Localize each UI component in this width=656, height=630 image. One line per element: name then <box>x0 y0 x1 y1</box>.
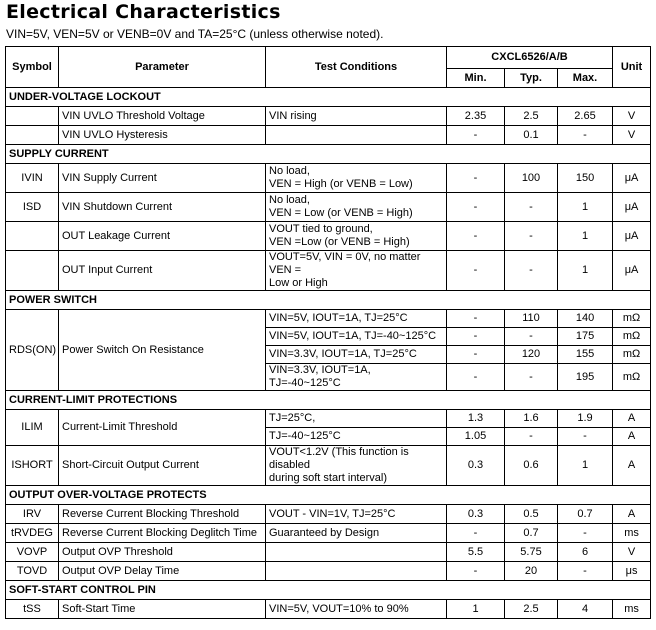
section-row: CURRENT-LIMIT PROTECTIONS <box>6 391 651 410</box>
header-parameter: Parameter <box>59 47 266 88</box>
section-row: OUTPUT OVER-VOLTAGE PROTECTS <box>6 486 651 505</box>
section-row: POWER SWITCH <box>6 291 651 310</box>
table-row: VIN UVLO Threshold Voltage VIN rising 2.35 2.5 2.65 V <box>6 107 651 126</box>
table-row: VIN=3.3V, IOUT=1A, TJ=25°C - 120 155 mΩ <box>6 346 651 364</box>
section-row: SUPPLY CURRENT <box>6 145 651 164</box>
table-row: VIN=5V, IOUT=1A, TJ=-40~125°C - - 175 mΩ <box>6 328 651 346</box>
header-max: Max. <box>558 69 613 88</box>
table-row: TJ=-40~125°C 1.05 - - A <box>6 428 651 446</box>
table-row: RDS(ON) Power Switch On Resistance VIN=5V, IOUT=1A, TJ=25°C - 110 140 mΩ <box>6 310 651 328</box>
electrical-characteristics-table <box>5 46 651 619</box>
table-row: OUT Leakage Current VOUT tied to ground, VEN =Low (or VENB = High) - - 1 μA <box>6 222 651 251</box>
conditions-note: VIN=5V, VEN=5V or VENB=0V and TA=25°C (unless otherwise noted). <box>6 27 384 41</box>
header-typ: Typ. <box>505 69 558 88</box>
table-row: VIN=3.3V, IOUT=1A, TJ=-40~125°C - - 195 mΩ <box>6 364 651 391</box>
table-row: tRVDEG Reverse Current Blocking Deglitch Time Guaranteed by Design - 0.7 - ms <box>6 524 651 543</box>
table-row: TOVD Output OVP Delay Time - 20 - μs <box>6 562 651 581</box>
header-min: Min. <box>447 69 505 88</box>
table-row: VOVP Output OVP Threshold 5.5 5.75 6 V <box>6 543 651 562</box>
table-row: OUT Input Current VOUT=5V, VIN = 0V, no matter VEN = Low or High - - 1 μA <box>6 251 651 291</box>
page-title: Electrical Characteristics <box>6 1 281 23</box>
table-row: IVIN VIN Supply Current No load, VEN = High (or VENB = Low) - 100 150 μA <box>6 164 651 193</box>
header-part: CXCL6526/A/B <box>447 47 613 69</box>
table-row: ISHORT Short-Circuit Output Current VOUT<1.2V (This function is disabled during soft start interval) 0.3 0.6 1 A <box>6 446 651 486</box>
section-row: SOFT-START CONTROL PIN <box>6 581 651 600</box>
header-conditions: Test Conditions <box>266 47 447 88</box>
table-row: tSS Soft-Start Time VIN=5V, VOUT=10% to 90% 1 2.5 4 ms <box>6 600 651 619</box>
section-row: UNDER-VOLTAGE LOCKOUT <box>6 88 651 107</box>
table-row: VIN UVLO Hysteresis - 0.1 - V <box>6 126 651 145</box>
table-row: ISD VIN Shutdown Current No load, VEN = Low (or VENB = High) - - 1 μA <box>6 193 651 222</box>
table-row: ILIM Current-Limit Threshold TJ=25°C, 1.3 1.6 1.9 A <box>6 410 651 428</box>
table-row: IRV Reverse Current Blocking Threshold VOUT - VIN=1V, TJ=25°C 0.3 0.5 0.7 A <box>6 505 651 524</box>
header-unit: Unit <box>613 47 651 88</box>
header-symbol: Symbol <box>6 47 59 88</box>
